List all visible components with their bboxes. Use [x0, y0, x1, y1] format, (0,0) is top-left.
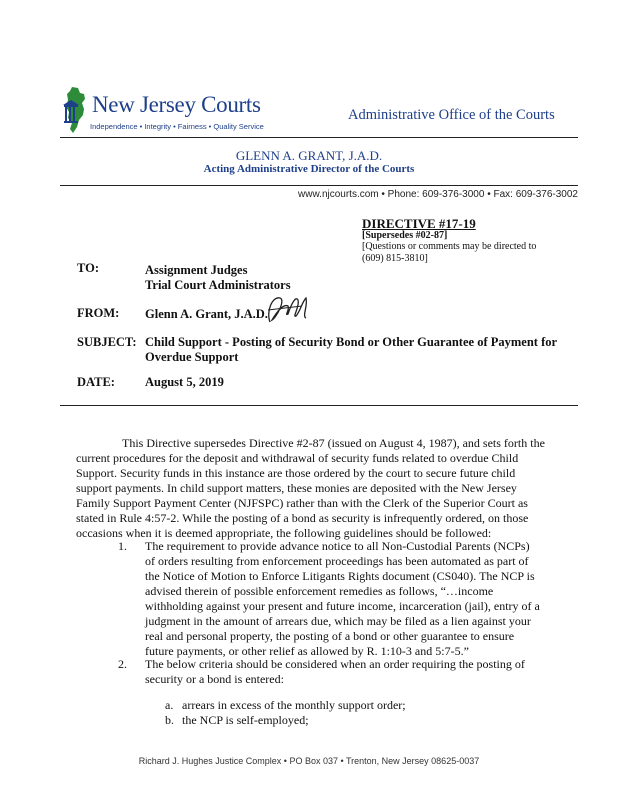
header-divider: [60, 137, 578, 138]
from-label: FROM:: [77, 306, 120, 320]
item-line: security or a bond is entered:: [145, 672, 284, 686]
intro-line: occasions when it is deemed appropriate, the following guidelines should be followed:: [76, 526, 492, 540]
org-tagline: Independence • Integrity • Fairness • Quality Service: [90, 122, 264, 131]
item-line: of orders resulting from enforcement proceedings has been automated as part of: [145, 554, 529, 568]
to-label: TO:: [77, 261, 99, 275]
subject-line: Child Support - Posting of Security Bond or Other Guarantee of Payment for: [145, 335, 558, 349]
sub-item-b-text: the NCP is self-employed;: [182, 713, 309, 727]
director-name: GLENN A. GRANT, J.A.D.: [235, 148, 383, 163]
intro-line: current procedures for the deposit and withdrawal of security funds related to overdue Child: [76, 451, 519, 465]
intro-line: Support. Security funds in this instance are those ordered by the court to secure future child: [76, 466, 516, 480]
recipient: Trial Court Administrators: [145, 278, 291, 292]
sub-item-a-label: a.: [165, 698, 174, 712]
item-line: the Notice of Motion to Enforce Litigants Rights document (CS040). The NCP is: [145, 569, 535, 583]
date-value: August 5, 2019: [145, 375, 224, 389]
director-title: Acting Administrative Director of the Courts: [203, 163, 415, 175]
item-line: The below criteria should be considered when an order requiring the posting of: [145, 657, 525, 671]
item-1-text: [145, 539, 540, 659]
contact-info: www.njcourts.com • Phone: 609-376-3000 • Fax: 609-376-3002: [298, 189, 578, 200]
item-2-number: 2.: [118, 657, 127, 671]
item-2-text: [145, 657, 525, 687]
subject-label: SUBJECT:: [77, 335, 137, 349]
memo-divider: [60, 405, 578, 406]
intro-line: support payments. In child support matters, these monies are deposited with the New Jersey: [76, 481, 517, 495]
item-1-number: 1.: [118, 539, 127, 553]
intro-paragraph: [76, 436, 546, 541]
item-line: future payments, or other relief as allowed by R. 1:10-3 and 5:7-5.”: [145, 644, 469, 658]
recipient: Assignment Judges: [145, 263, 248, 277]
directive-number: DIRECTIVE #17-19: [362, 216, 476, 231]
office-name: Administrative Office of the Courts: [348, 107, 555, 123]
to-recipients: [145, 263, 291, 293]
item-line: judgment in the amount of arrears due, which may be filed as a lien against your: [145, 614, 531, 628]
directive-supersedes: [Supersedes #02-87]: [362, 230, 448, 241]
sub-item-a-text: arrears in excess of the monthly support order;: [182, 698, 406, 712]
intro-line: This Directive supersedes Directive #2-87 (issued on August 4, 1987), and sets forth the: [122, 436, 545, 450]
footer-address: Richard J. Hughes Justice Complex • PO Box 037 • Trenton, New Jersey 08625-0037: [138, 756, 480, 766]
item-line: withholding against your present and future income, incarceration (jail), entry of a: [145, 599, 540, 613]
item-line: advised therein of possible enforcement remedies as follows, “…income: [145, 584, 494, 598]
subject-value: [145, 335, 557, 365]
intro-line: Family Support Payment Center (NJFSPC) rather than with the Clerk of the Superior Court as: [76, 496, 528, 510]
date-label: DATE:: [77, 375, 115, 389]
directive-questions: [362, 241, 547, 265]
contact-divider: [60, 185, 578, 186]
questions-line: (609) 815-3810]: [362, 253, 428, 264]
questions-line: [Questions or comments may be directed to: [362, 241, 537, 252]
item-line: real and personal property, the posting of a bond or other guarantee to ensure: [145, 629, 515, 643]
from-value: Glenn A. Grant, J.A.D.: [145, 307, 268, 321]
new-jersey-state-icon: [60, 85, 90, 135]
sub-item-b-label: b.: [165, 713, 174, 727]
org-name: New Jersey Courts: [92, 92, 261, 117]
signature: [262, 292, 312, 328]
subject-line: Overdue Support: [145, 350, 239, 364]
intro-line: stated in Rule 4:57-2. While the posting of a bond as security is infrequently ordered, on those: [76, 511, 529, 525]
item-line: The requirement to provide advance notice to all Non-Custodial Parents (NCPs): [145, 539, 530, 553]
